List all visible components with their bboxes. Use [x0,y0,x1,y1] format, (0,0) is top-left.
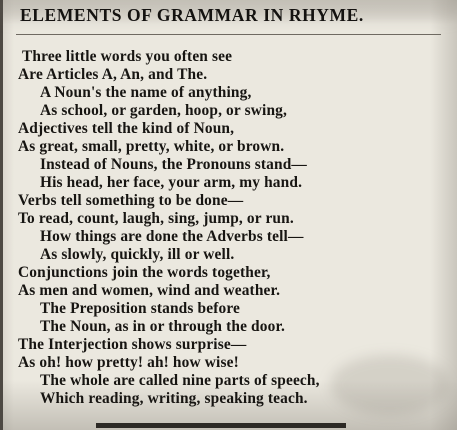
poem-line-16: The Noun, as in or through the door. [40,318,286,335]
poem-line-17: The Interjection shows surprise— [18,336,247,353]
poem-line-18: As oh! how pretty! ah! how wise! [18,354,239,371]
poem-line-19: The whole are called nine parts of speech, [40,372,320,389]
poem-line-8: His head, her face, your arm, my hand. [40,174,303,191]
print-smudge [330,355,450,415]
poem-line-6: As great, small, pretty, white, or brown. [18,138,285,155]
poem-line-12: As slowly, quickly, ill or well. [40,246,235,263]
poem-line-13: Conjunctions join the words together, [18,264,271,281]
poem-title: ELEMENTS OF GRAMMAR IN RHYME. [20,5,364,25]
poem-line-15: The Preposition stands before [40,300,241,317]
poem-line-11: How things are done the Adverbs tell— [40,228,304,245]
poem-line-4: As school, or garden, hoop, or swing, [40,102,287,119]
poem-line-9: Verbs tell something to be done— [18,192,244,209]
poem-line-1: Three little words you often see [22,48,233,65]
poem-line-5: Adjectives tell the kind of Noun, [18,120,235,137]
bottom-rule [96,423,346,428]
poem-line-7: Instead of Nouns, the Pronouns stand— [40,156,307,173]
poem-line-20: Which reading, writing, speaking teach. [40,390,308,407]
poem-line-10: To read, count, laugh, sing, jump, or run. [18,210,294,227]
poem-line-2: Are Articles A, An, and The. [18,66,208,83]
poem-line-3: A Noun's the name of anything, [40,84,252,101]
title-rule [16,34,441,35]
clipping-edge [0,0,3,430]
poem-line-14: As men and women, wind and weather. [18,282,281,299]
